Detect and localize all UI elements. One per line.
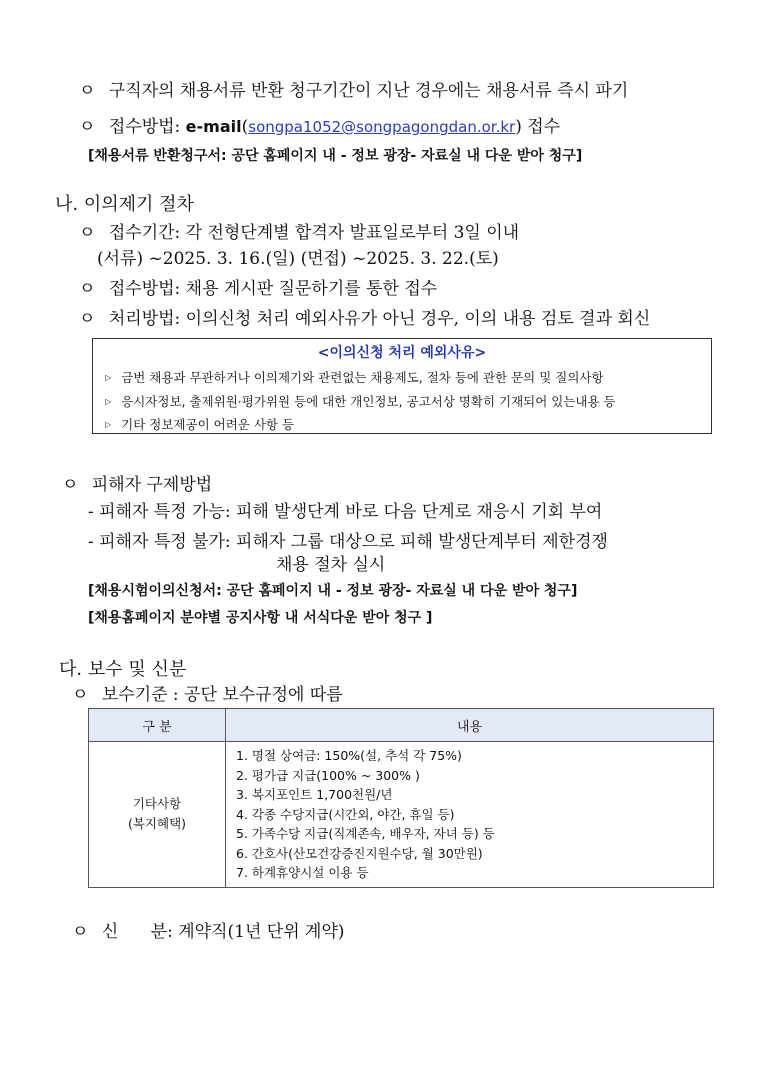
process-line: [79, 304, 650, 329]
bullet: ㅇ: [79, 81, 96, 101]
relief-item-identifiable: - 피해자 특정 가능: 피해 발생단계 바로 다음 단계로 재응시 기회 부여: [88, 502, 603, 522]
status-value: 계약직(1년 단위 계약): [178, 922, 345, 942]
bullet: ㅇ: [79, 309, 96, 329]
benefit-list-cell: [226, 742, 714, 888]
triangle-icon: ▷: [105, 397, 112, 406]
period-line: [79, 218, 519, 243]
benefits-table: [88, 708, 714, 888]
bullet: ㅇ: [79, 223, 96, 243]
header-category: 구 분: [89, 709, 226, 742]
bullet: ㅇ: [79, 117, 96, 137]
bullet: ㅇ: [79, 279, 96, 299]
objection-form-note: [채용시험이의신청서: 공단 홈페이지 내 - 정보 광장- 자료실 내 다운 받아 청구]: [88, 583, 578, 599]
exception-item-text: 금번 채용과 무관하거나 이의제기와 관련없는 채용제도, 절차 등에 관한 문의 및 질의사항: [121, 370, 604, 385]
retention-text: 구직자의 채용서류 반환 청구기간이 지난 경우에는 채용서류 즉시 파기: [108, 81, 629, 101]
table-header-row: [89, 709, 714, 742]
section-da-title: 다. 보수 및 신분: [59, 659, 187, 680]
exception-item: [105, 415, 294, 433]
return-request-note: [채용서류 반환청구서: 공단 홈페이지 내 - 정보 광장- 자료실 내 다운 받아 청구]: [88, 148, 583, 164]
triangle-icon: ▷: [105, 373, 112, 382]
relief-item-unidentifiable: - 피해자 특정 불가: 피해자 그룹 대상으로 피해 발생단계부터 제한경쟁: [88, 532, 608, 552]
paren-close: ): [515, 117, 522, 137]
benefit-item: 1. 명절 상여금: 150%(설, 추석 각 75%): [236, 748, 462, 763]
exception-box: [92, 338, 712, 434]
table-row: [89, 742, 714, 888]
objection-method-line: [79, 274, 437, 299]
email-label: e-mail: [185, 117, 242, 136]
triangle-icon: ▷: [105, 420, 112, 429]
exception-item-text: 응시자정보, 출제위원·평가위원 등에 대한 개인정보, 공고서상 명확히 기재되어 있는내용 등: [121, 394, 616, 409]
submission-prefix: 접수방법:: [108, 117, 186, 137]
dates-line: (서류) ~2025. 3. 16.(일) (면접) ~2025. 3. 22.(토): [97, 249, 499, 269]
benefit-item: 2. 평가급 지급(100% ~ 300% ): [236, 767, 420, 783]
employment-status-line: [72, 917, 345, 942]
pay-basis-line: [72, 680, 343, 705]
benefit-item: 6. 간호사(산모건강증진지원수당, 월 30만원): [236, 845, 483, 861]
objection-method-text: 접수방법: 채용 게시판 질문하기를 통한 접수: [108, 279, 438, 299]
relief-title: 피해자 구제방법: [91, 475, 213, 495]
period-text: 접수기간: 각 전형단계별 합격자 발표일로부터 3일 이내: [108, 223, 520, 243]
retention-bullet-line: [79, 76, 628, 101]
section-na-title: 나. 이의제기 절차: [55, 194, 194, 215]
status-label: 신 분:: [101, 922, 179, 942]
paren-open: (: [241, 117, 249, 137]
benefit-item: 3. 복지포인트 1,700천원/년: [236, 787, 393, 802]
benefit-item: 7. 하계휴양시설 이용 등: [236, 865, 369, 880]
header-content: 내용: [226, 709, 714, 742]
exception-item-text: 기타 정보제공이 어려운 사항 등: [121, 417, 295, 432]
form-download-note: [채용홈페이지 분야별 공지사항 내 서식다운 받아 청구 ]: [88, 610, 433, 626]
process-text: 처리방법: 이의신청 처리 예외사유가 아닌 경우, 이의 내용 검토 결과 회신: [108, 309, 651, 329]
bullet: ㅇ: [72, 685, 89, 705]
submission-suffix: 접수: [521, 117, 561, 137]
relief-title-line: [62, 470, 212, 495]
pay-basis-text: 보수기준 : 공단 보수규정에 따름: [101, 685, 343, 705]
email-link[interactable]: songpa1052@songpagongdan.or.kr: [248, 118, 516, 136]
exception-item: [105, 392, 616, 410]
submission-method-line: [79, 112, 560, 137]
relief-item-unidentifiable-cont: 채용 절차 실시: [276, 555, 386, 575]
category-line: 기타사항: [132, 796, 182, 812]
exception-box-title: <이의신청 처리 예외사유>: [317, 345, 487, 361]
benefit-item: 4. 각종 수당지급(시간외, 야간, 휴일 등): [236, 806, 455, 822]
bullet: ㅇ: [62, 475, 79, 495]
category-cell: [89, 742, 226, 888]
bullet: ㅇ: [72, 922, 89, 942]
exception-item: [105, 368, 604, 386]
benefit-item: 5. 가족수당 지급(직계존속, 배우자, 자녀 등) 등: [236, 826, 495, 841]
category-line: (복지혜택): [127, 816, 187, 832]
